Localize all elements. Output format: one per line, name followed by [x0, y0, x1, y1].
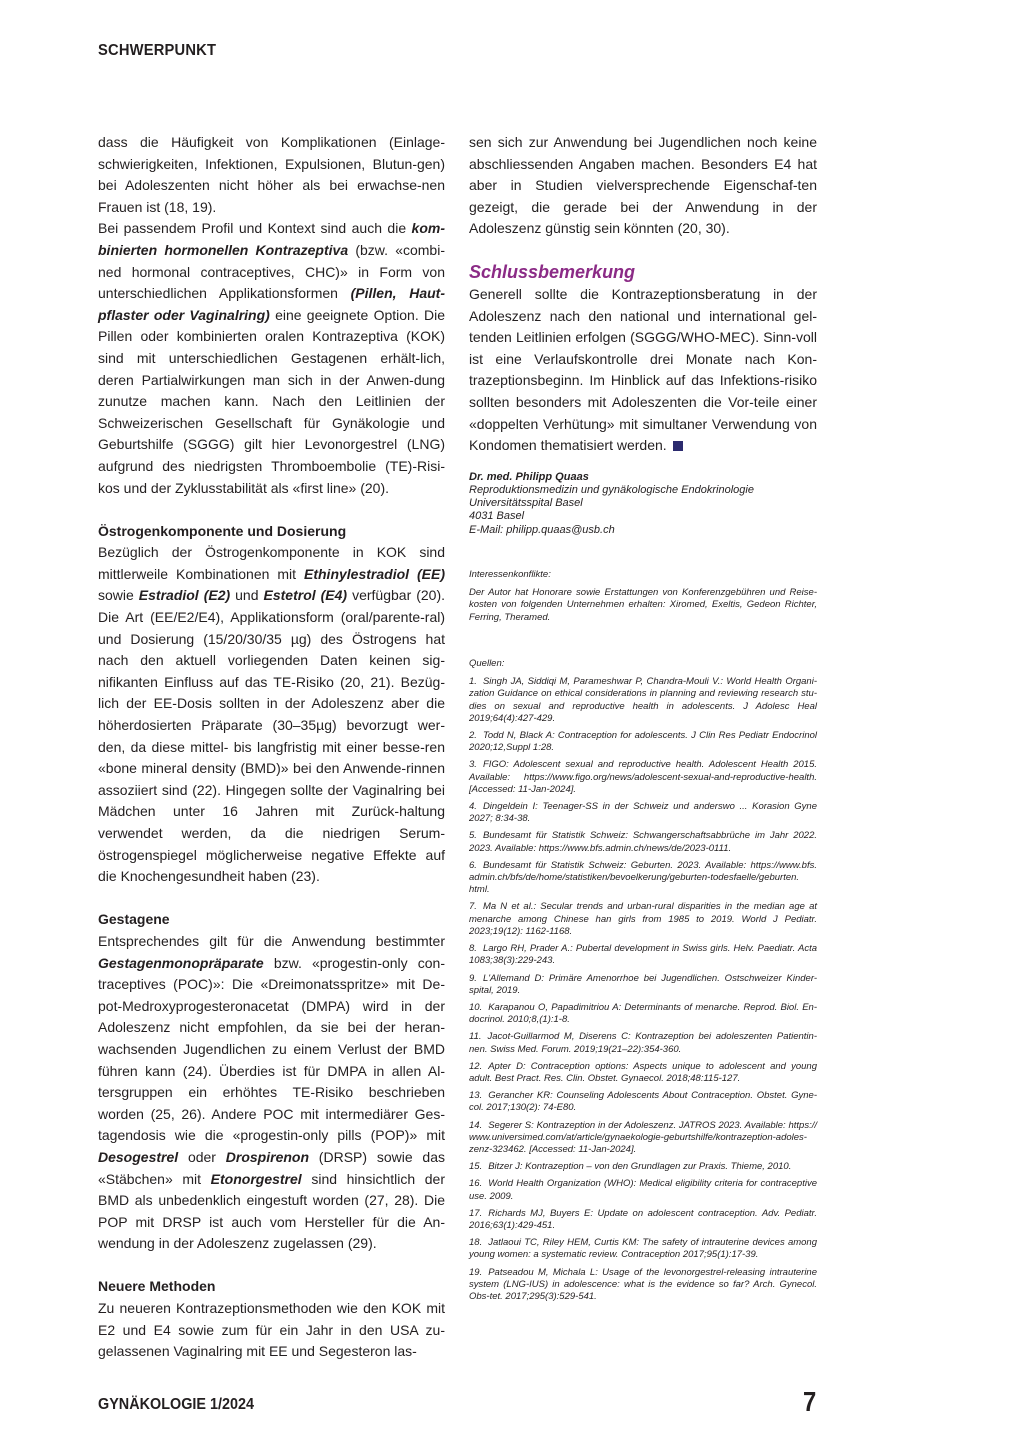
reference-item: 9. L'Allemand D: Primäre Amenorrhoe bei Jugendlichen. Ostschweizer Kinder-spital, 2019.: [469, 972, 817, 996]
reference-list: [469, 676, 817, 1303]
paragraph: Bei passendem Profil und Kontext sind auch die kom-binierten hormonellen Kontrazeptiva (bzw. «combi-ned hormonal contraceptives, CHC)» in Form von unterschiedlichen Applikationsformen (Pillen, Haut-pflaster oder Vaginalring) eine geeignete Option. Die Pillen oder kombinierten oralen Kontrazeptiva (KOK) sind mit unterschiedlichen Gestagenen erhält-lich, deren Partialwirkungen man sich in der Anwen-dung zunutze machen kann. Nach den Leitlinien der Schweizerischen Gesellschaft für Gynäkologie und Geburtshilfe (SGGG) gilt hier Levonorgestrel (LNG) aufgrund des niedrigsten Thromboembolie (TE)-Risi-kos und der Zyklusstabilität als «first line» (20).: [98, 220, 446, 496]
subheading: Neuere Methoden: [98, 1278, 216, 1295]
reference-item: 3. FIGO: Adolescent sexual and reproductive health. Adolescent Health 2015. Available: https://www.figo.org/news/adolescent-sexual-and-reproductive-health. [Accessed: 11-Jan-2024].: [469, 759, 817, 795]
paragraph: Entsprechendes gilt für die Anwendung bestimmter Gestagenmonopräparate bzw. «progestin-only con-traceptives (POC)»: Die «Dreimonatsspritze» mit De-pot-Medroxyprogesteronacetat (DMPA) wird in der Adoleszenz nicht empfohlen, da sie bei der heran-wachsenden Jugendlichen zu einem Verlust der BMD führen kann (24). Überdies ist für DMPA in allen Al-tersgruppen ein erhöhtes TE-Risiko beschrieben worden (25, 26). Andere POC mit intermediärer Ges-tagendosis wie die «progestin-only pills (POP)» mit Desogestrel oder Drospirenon (DRSP) sowie das «Stäbchen» mit Etonorgestrel sind hinsichtlich der BMD als unbedenklich eingestuft worden (27, 28). Die POP mit DRSP ist auch vom Hersteller für die An-wendung in der Adoleszenz zugelassen (29).: [98, 932, 445, 1252]
paragraph: Bezüglich der Östrogenkomponente in KOK sind mittlerweile Kombinationen mit Ethinylestradiol (EE) sowie Estradiol (E2) und Estetrol (E4) verfügbar (20). Die Art (EE/E2/E4), Applikationsform (oral/parente-ral) und Dosierung (15/20/30/35 µg) des Östrogens hat nach den aktuell vorliegenden Daten keinen sig-nifikanten Einfluss auf das TE-Risiko (20, 21). Bezüg-lich der EE-Dosis sollten in der Adoleszenz aber die höherdosierten Präparate (30–35µg) bevorzugt wer-den, da diese mittel- bis langfristig mit einer besse-ren «bone mineral density (BMD)» bei den Anwende-rinnen assoziiert sind (22). Hingegen sollte der Vaginalring bei Mädchen unter 16 Jahren mit Zurück-haltung verwendet werden, da die niedrigen Serum-östrogenspiegel möglicherweise negative Effekte auf die Knochengesundheit haben (23).: [98, 544, 446, 885]
paragraph: Zu neueren Kontrazeptionsmethoden wie den KOK mit E2 und E4 sowie zum für ein Jahr in den USA zu-gelassenen Vaginalring mit EE und Segesteron las-: [98, 1300, 445, 1360]
sources-heading: Quellen:: [469, 658, 505, 670]
left-column: [98, 132, 445, 1363]
conflicts-text: Der Autor hat Honorare sowie Erstattungen von Konferenzgebühren und Reise-kosten von folgenden Unternehmen erhalten: Xiromed, Exeltis, Gedeon Richter, Ferring, Theramed.: [469, 586, 817, 623]
reference-item: 6. Bundesamt für Statistik Schweiz: Geburten. 2023. Available: https://www.bfs. admin.ch/bfs/de/home/statistiken/bevoelkerung/geburten-todesfaelle/geburten. html.: [469, 859, 817, 896]
reference-item: 8. Largo RH, Prader A.: Pubertal development in Swiss girls. Helv. Paediatr. Acta 1083;38(3):229-243.: [469, 943, 817, 967]
author-institution: Universitätsspital Basel: [469, 497, 583, 510]
paragraph: sen sich zur Anwendung bei Jugendlichen noch keine abschliessenden Angaben machen. Besonders E4 hat aber in Studien vielversprechende Eigenschaf-ten gezeigt, die gerade bei der Anwendung in der Adoleszenz günstig sein könnten (20, 30).: [469, 134, 817, 237]
paragraph: dass die Häufigkeit von Komplikationen (Einlage-schwierigkeiten, Infektionen, Expulsionen, Blutun-gen) bei Adoleszenten nicht höher als bei erwachse-nen Frauen ist (18, 19).: [98, 134, 445, 215]
subheading: Östrogenkomponente und Dosierung: [98, 522, 347, 539]
reference-item: 5. Bundesamt für Statistik Schweiz: Schwangerschaftsabbrüche im Jahr 2022. 2023. Available: https://www.bfs.admin.ch/news/de/2023-0111.: [469, 830, 817, 854]
conflicts-heading: Interessenkonflikte:: [469, 568, 551, 580]
reference-item: 11. Jacot-Guillarmod M, Diserens C: Kontrazeption bei adoleszenten Patientin-nen. Swiss Med. Forum. 2019;19(21–22):354-360.: [469, 1031, 817, 1055]
reference-item: 1. Singh JA, Siddiqi M, Parameshwar P, Chandra-Mouli V.: World Health Organi-zation Guidance on ethical considerations in planning and reviewing research stu-dies on sexual and reproductive health in adolescents. J Adolesc Heal 2019;64(4):427-429.: [469, 676, 817, 724]
journal-issue: GYNÄKOLOGIE 1/2024: [98, 1396, 255, 1413]
reference-item: 12. Apter D: Contraception options: Aspects unique to adolescent and young adult. Best Pract. Res. Clin. Obstet. Gynaecol. 2018;48:115-127.: [469, 1060, 817, 1084]
reference-item: 17. Richards MJ, Buyers E: Update on adolescent contraception. Adv. Pediatr. 2016;63(1):429-451.: [469, 1207, 817, 1231]
paragraph: Generell sollte die Kontrazeptionsberatung in der Adoleszenz nach den national und international gel-tenden Leitlinien erfolgen (SGGG/WHO-MEC). Sinn-voll ist eine Verlaufskontrolle drei Monate nach Kon-trazeptionsbeginn. Im Hinblick auf das Infektions-risiko sollten besonders mit Adoleszenten die Vor-teile einer «doppelten Verhütung» mit simultaner Verwendung von Kondomen thematisiert werden.: [469, 285, 817, 454]
reference-item: 16. World Health Organization (WHO): Medical eligibility criteria for contraceptive use. 2009.: [469, 1178, 817, 1202]
reference-item: 10. Karapanou O, Papadimitriou A: Determinants of menarche. Reprod. Biol. En-docrinol. 2010;8,(1):1-8.: [469, 1001, 817, 1026]
reference-item: 13. Gerancher KR: Counseling Adolescents About Contraception. Obstet. Gyne-col. 2017;130(2): 74-E80.: [469, 1090, 817, 1114]
author-affiliation: Reproduktionsmedizin und gynäkologische Endokrinologie: [469, 483, 754, 496]
reference-item: 7. Ma N et al.: Secular trends and urban-rural disparities in the median age at menarche among Chinese han girls from 1985 to 2019. World J Pediatr. 2023;19(12): 1162-1168.: [469, 901, 817, 937]
right-column: [469, 132, 817, 1308]
section-header: SCHWERPUNKT: [98, 42, 217, 59]
reference-item: 19. Patseadou M, Michala L: Usage of the levonorgestrel-releasing intrauterine system (LNG-IUS) in adolescence: what is the evidence so far? Arch. Gynecol. Obs-tet. 2017;295(3):529-541.: [469, 1266, 817, 1302]
section-title: Schlussbemerkung: [469, 261, 636, 282]
reference-item: 15. Bitzer J: Kontrazeption – von den Grundlagen zur Praxis. Thieme, 2010.: [469, 1161, 792, 1173]
author-email: E-Mail: philipp.quaas@usb.ch: [469, 523, 615, 536]
reference-item: 14. Segerer S: Kontrazeption in der Adoleszenz. JATROS 2023. Available: https:// www.universimed.com/at/article/gynaekologie-geburtshilfe/kontrazeption-adoles-zenz-323462. [Accessed: 11-Jan-2024].: [469, 1119, 817, 1155]
reference-item: 18. Jatlaoui TC, Riley HEM, Curtis KM: The safety of intrauterine devices among young women: a systematic review. Contraception 2017;95(1):17-39.: [469, 1237, 817, 1261]
end-of-article-mark: [673, 441, 683, 451]
author-address: 4031 Basel: [469, 510, 525, 523]
reference-item: 4. Dingeldein I: Teenager-SS in der Schweiz und anderswo ... Korasion Gyne 2027; 8:34-38.: [469, 801, 817, 825]
author-block: [469, 471, 817, 537]
subheading: Gestagene: [98, 911, 170, 928]
author-name: Dr. med. Philipp Quaas: [469, 470, 589, 483]
page-number: 7: [803, 1386, 817, 1417]
reference-item: 2. Todd N, Black A: Contraception for adolescents. J Clin Res Pediatr Endocrinol 2020;12,Suppl 1:28.: [469, 730, 817, 754]
